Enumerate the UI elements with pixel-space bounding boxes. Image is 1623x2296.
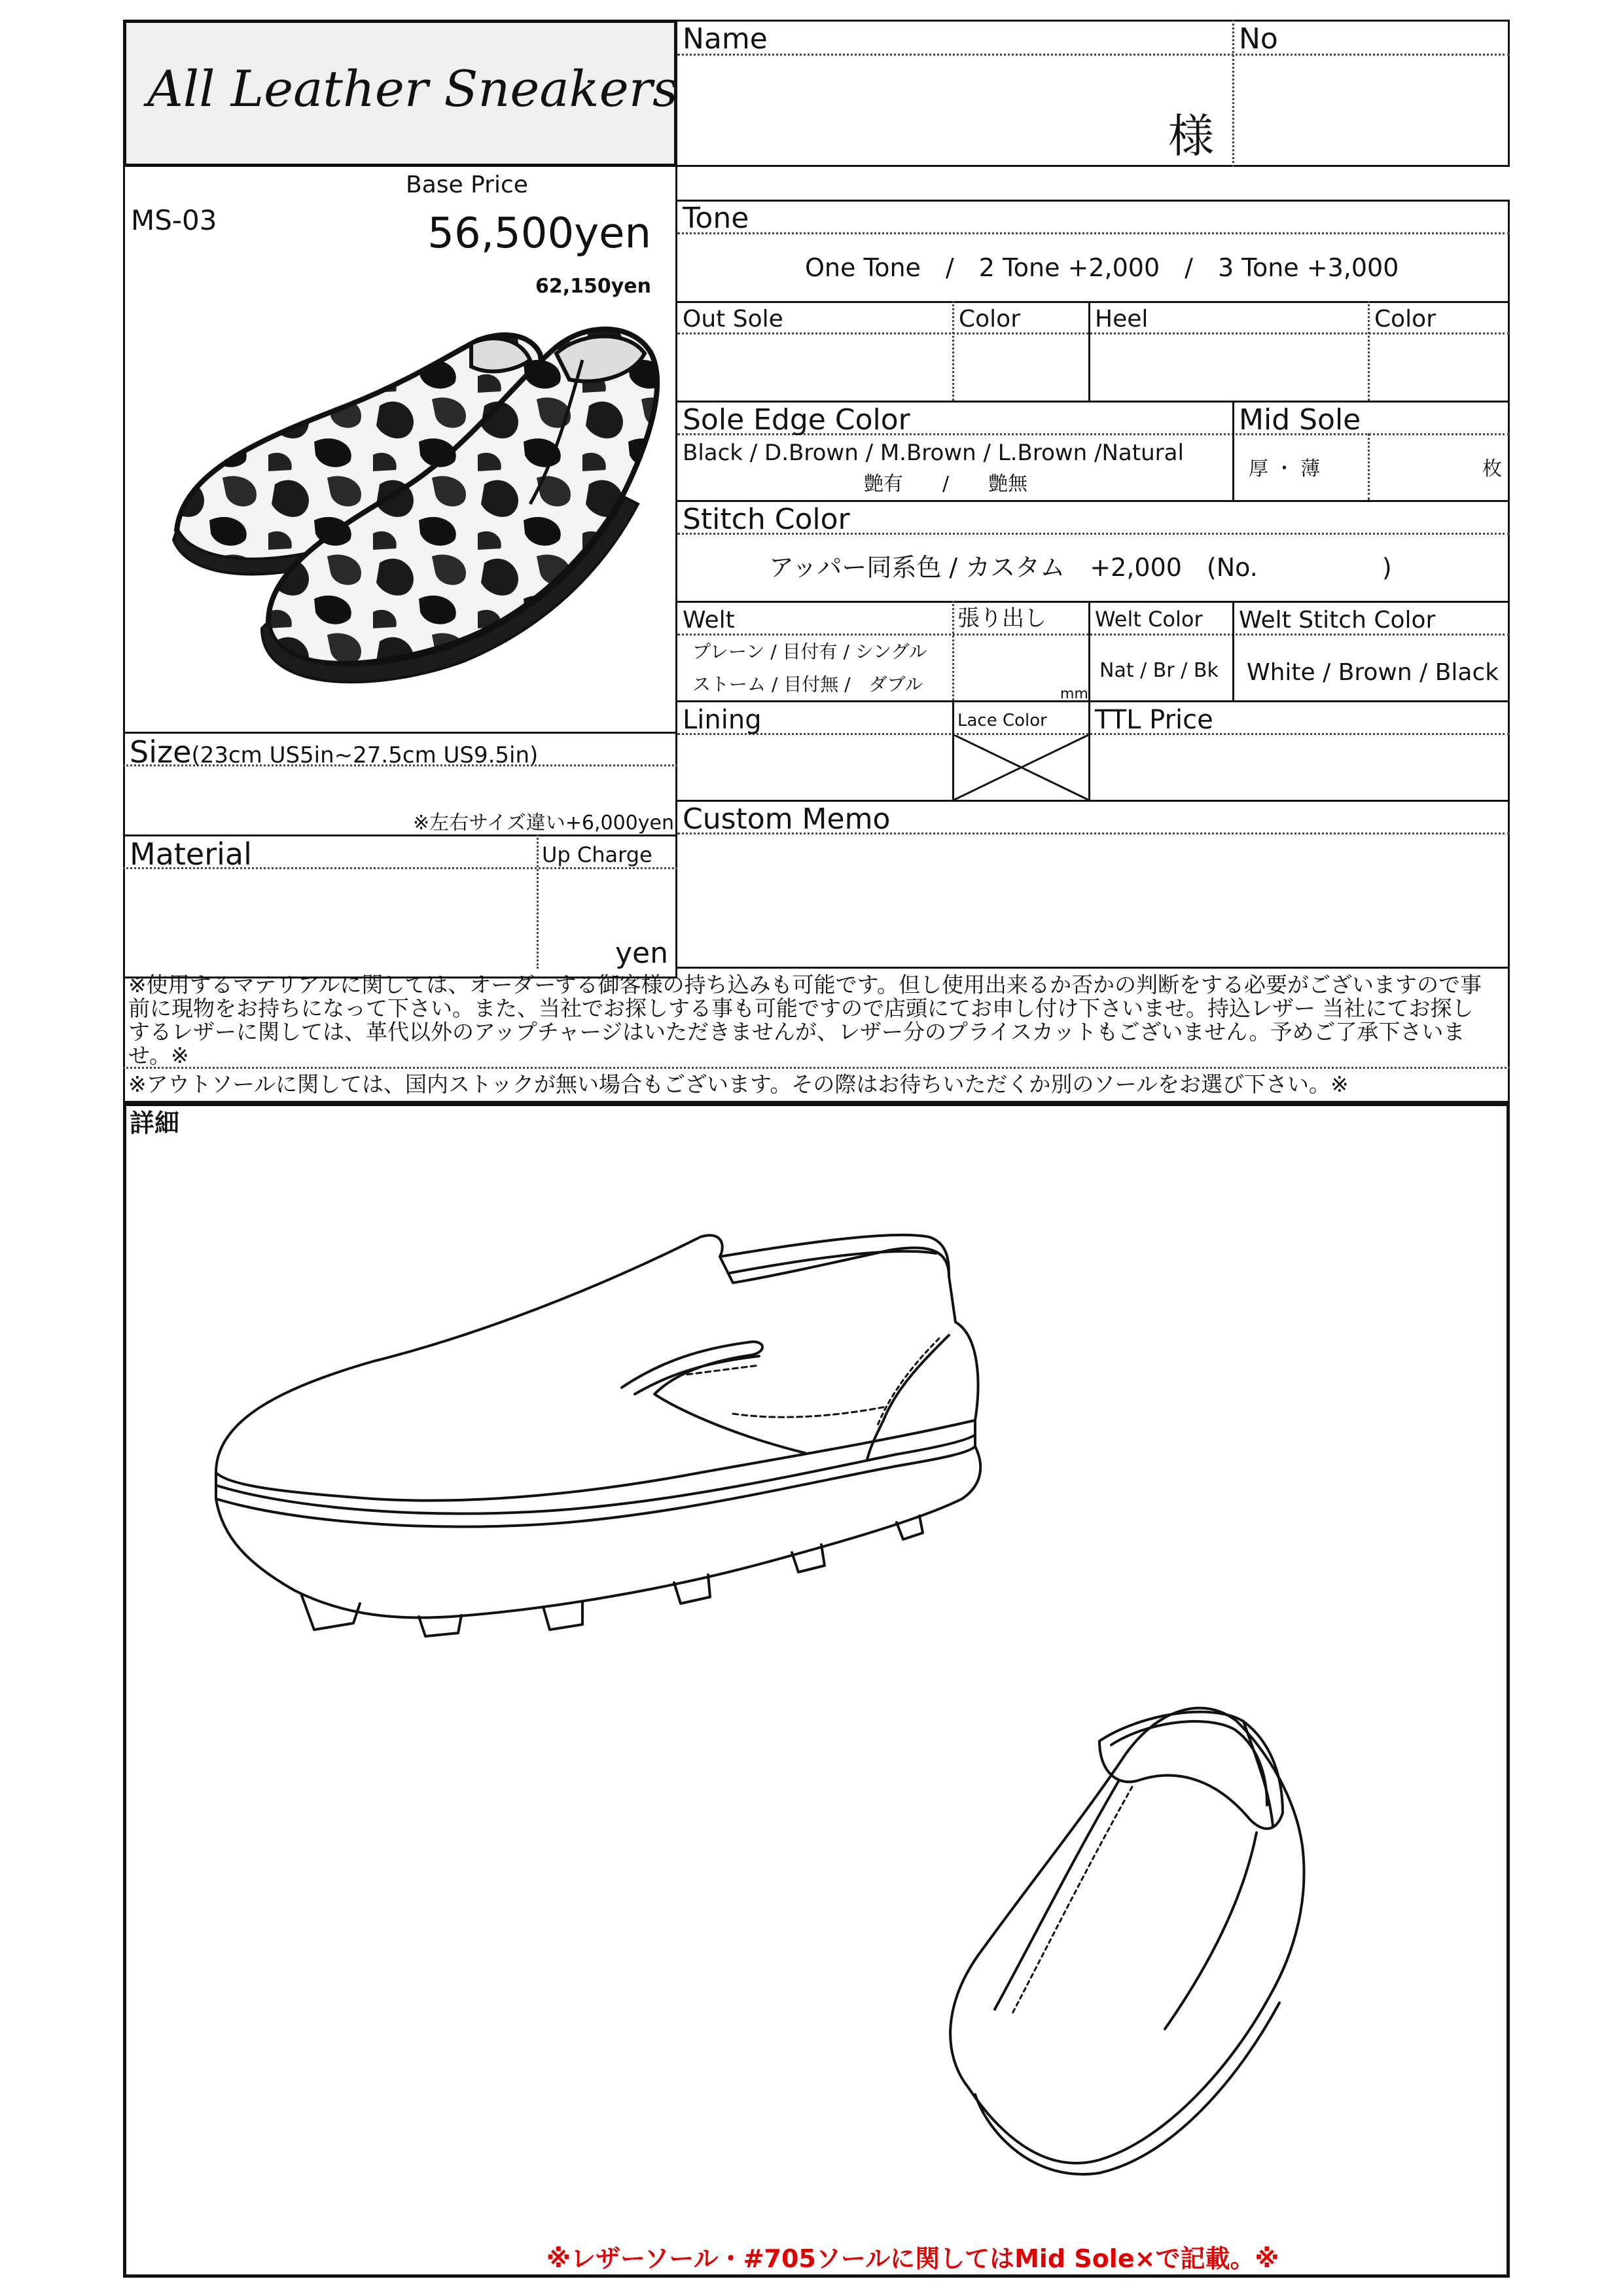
welt-options-line1[interactable]: プレーン / 目付有 / シングル [692, 641, 927, 662]
out-sole-color-label: Color [959, 306, 1020, 332]
detail-label: 詳細 [130, 1109, 180, 1138]
welt-color-options[interactable]: Nat / Br / Bk [1099, 659, 1219, 682]
up-charge-unit: yen [615, 937, 668, 970]
lace-color-label: Lace Color [957, 711, 1047, 730]
mid-sole-unit: 枚 [1482, 457, 1502, 480]
welt-hari-unit: mm [1060, 686, 1088, 702]
product-code: MS-03 [131, 204, 217, 236]
mid-sole-options[interactable]: 厚 ・ 薄 [1249, 457, 1321, 480]
lining-label: Lining [683, 705, 762, 735]
stitch-color-options[interactable]: アッパー同系色 / カスタム +2,000 (No. ) [769, 553, 1392, 582]
size-range: (23cm US5in~27.5cm US9.5in) [191, 742, 539, 768]
custom-memo-field[interactable] [681, 838, 1507, 965]
heel-label: Heel [1095, 306, 1149, 332]
camo-slip-on-sneaker-photo [164, 314, 674, 713]
note-material-line4: せ。※ [128, 1043, 189, 1068]
heel-color-field[interactable] [1372, 337, 1507, 397]
welt-color-label: Welt Color [1095, 607, 1203, 632]
size-note: ※左右サイズ違い+6,000yen [413, 812, 674, 834]
welt-label: Welt [683, 607, 735, 634]
out-sole-color-field[interactable] [955, 337, 1085, 397]
no-label: No [1239, 22, 1278, 56]
base-price-label: Base Price [406, 171, 528, 198]
sole-edge-finish[interactable]: 艶有 / 艶無 [864, 473, 1028, 495]
heel-field[interactable] [1092, 337, 1365, 397]
ttl-price-field[interactable] [1092, 738, 1507, 797]
name-label: Name [683, 22, 768, 56]
no-field[interactable] [1237, 59, 1507, 164]
lace-color-na-cross-icon [954, 735, 1088, 800]
tone-options[interactable]: One Tone / 2 Tone +2,000 / 3 Tone +3,000 [805, 253, 1399, 282]
up-charge-label: Up Charge [542, 842, 652, 867]
mid-sole-label: Mid Sole [1239, 403, 1361, 437]
welt-stitch-color-options[interactable]: White / Brown / Black [1247, 659, 1499, 686]
note-material-line3: するレザーに関しては、革代以外のアップチャージはいただきませんが、レザー分のプライスカットもございません。予めご了承下さいま [128, 1019, 1465, 1045]
note-material-line1: ※使用するマテリアルに関しては、オーダーする御客様の持ち込みも可能です。但し使用出来るか否かの判断をする必要がございますので事 [128, 972, 1482, 997]
page-title: All Leather Sneakers [147, 60, 679, 118]
ttl-price-label: TTL Price [1095, 705, 1213, 735]
mid-sole-count-field[interactable] [1372, 437, 1470, 497]
lining-field[interactable] [681, 738, 949, 797]
base-price: 56,500yen [427, 209, 651, 258]
tone-label: Tone [683, 202, 749, 235]
custom-memo-label: Custom Memo [683, 802, 891, 836]
material-label: Material [130, 836, 252, 872]
shoe-side-view-outline-icon [203, 1211, 1119, 1643]
welt-stitch-color-label: Welt Stitch Color [1239, 607, 1436, 634]
welt-options-line2[interactable]: ストーム / 目付無 / ダブル [692, 673, 923, 695]
note-material-line2: 前に現物をお持ちになって下さい。また、当社でお探しする事も可能ですので店頭にてお申し付け下さいませ。持込レザー 当社にてお探し [128, 996, 1474, 1021]
sole-edge-label: Sole Edge Color [683, 403, 910, 437]
heel-color-label: Color [1374, 306, 1436, 332]
note-outsole: ※アウトソールに関しては、国内ストックが無い場合もございます。その際はお待ちいただくか別のソールをお選び下さい。※ [128, 1071, 1349, 1097]
sole-edge-colors[interactable]: Black / D.Brown / M.Brown / L.Brown /Natural [683, 440, 1184, 466]
material-field[interactable] [126, 872, 534, 967]
sama-suffix: 様 [1168, 109, 1214, 163]
out-sole-field[interactable] [681, 337, 949, 397]
welt-hari-label: 張り出し [957, 605, 1046, 632]
tax-price: 62,150yen [535, 275, 651, 298]
shoe-top-view-outline-icon [903, 1702, 1427, 2199]
size-label: Size(23cm US5in~27.5cm US9.5in) [130, 734, 539, 770]
stitch-color-label: Stitch Color [683, 503, 850, 536]
out-sole-label: Out Sole [683, 306, 783, 332]
detail-red-note: ※レザーソール・#705ソールに関してはMid Sole×で記載。※ [546, 2244, 1279, 2273]
name-field[interactable] [681, 59, 1229, 164]
